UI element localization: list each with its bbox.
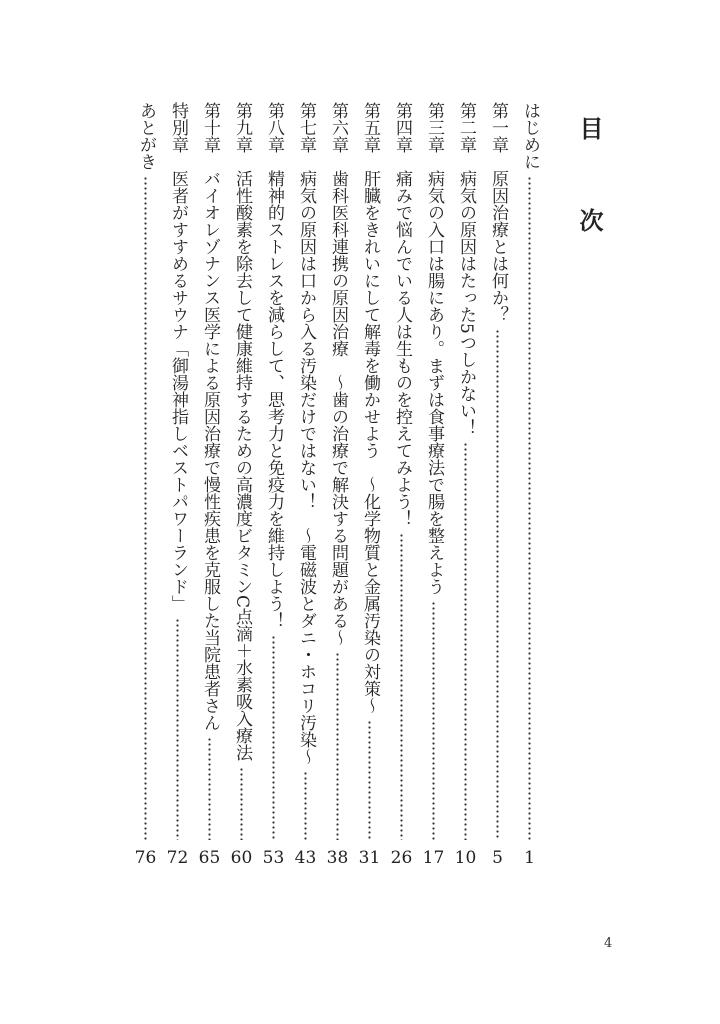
toc-entry-page: 65 [198, 848, 221, 868]
toc-leader-dots [163, 618, 192, 840]
toc-entry-label: 第二章 [456, 102, 476, 153]
toc-entry-page: 76 [134, 848, 157, 868]
toc-entry-title: 原因治療とは何か？ [488, 170, 508, 323]
toc-entry-title: 病気の原因は口から入る汚染だけではない！ ～電磁波とダニ・ホコリ汚染～ [296, 170, 316, 765]
toc-entry [387, 102, 416, 842]
toc-entry-title: 医者がすすめるサウナ「御湯神指しベストパワーランド」 [168, 170, 188, 612]
toc-entry [259, 102, 288, 842]
toc-entry-label: あとがき [136, 102, 156, 170]
toc-entry-title: 病気の入口は腸にあり。まずは食事療法で腸を整えよう [424, 170, 444, 595]
toc-entry [515, 102, 544, 842]
toc-entry [227, 102, 256, 842]
toc-entry-page: 38 [326, 848, 349, 868]
toc-leader-dots [291, 771, 320, 840]
toc-entry-label: 第十章 [200, 102, 220, 153]
toc-leader-dots [515, 176, 544, 840]
toc-entry-label: 第一章 [488, 102, 508, 153]
toc-leader-dots [387, 533, 416, 840]
toc-entry-page: 26 [390, 848, 413, 868]
toc-entry-title: 活性酸素を除去して健康維持するための高濃度ビタミンC点滴＋水素吸入療法 [232, 170, 252, 762]
toc-entry-page: 17 [422, 848, 445, 868]
toc-entry-label: はじめに [520, 102, 540, 170]
toc-entry [323, 102, 352, 842]
toc-entry-label: 第九章 [232, 102, 252, 153]
toc-entry-label: 第三章 [424, 102, 444, 153]
toc-leader-dots [323, 652, 352, 840]
toc-leader-dots [483, 329, 512, 840]
toc-leader-dots [451, 442, 480, 840]
toc-entry-label: 第四章 [392, 102, 412, 153]
toc-entry-label: 特別章 [168, 102, 188, 153]
toc-entry-page: 10 [454, 848, 477, 868]
toc-leader-dots [131, 176, 160, 840]
toc-entry-title: 痛みで悩んでいる人は生ものを控えてみよう！ [392, 170, 412, 527]
page-folio: 4 [604, 936, 613, 951]
toc-entry-label: 第六章 [328, 102, 348, 153]
toc-leader-dots [259, 635, 288, 840]
toc-entry-title: 肝臓をきれいにして解毒を働かせよう ～化学物質と金属汚染の対策～ [360, 170, 380, 714]
toc-entry-label: 第八章 [264, 102, 284, 153]
toc-list [131, 102, 544, 842]
toc-title: 目 次 [575, 116, 604, 254]
toc-entry [355, 102, 384, 842]
toc-entry-page: 31 [358, 848, 381, 868]
toc-entry-label: 第七章 [296, 102, 316, 153]
toc-entry-page: 60 [230, 848, 253, 868]
toc-entry [483, 102, 512, 842]
toc-entry-title: バイオレゾナンス医学による原因治療で慢性疾患を克服した当院患者さん [200, 170, 220, 731]
toc-entry-page: 43 [294, 848, 317, 868]
toc-leader-dots [355, 720, 384, 840]
toc-entry-title: 病気の原因はたった5つしかない！ [456, 170, 476, 436]
toc-entry [451, 102, 480, 842]
toc-entry [163, 102, 192, 842]
toc-entry [419, 102, 448, 842]
toc-entry-label: 第五章 [360, 102, 380, 153]
toc-leader-dots [419, 601, 448, 840]
toc-entry-page: 72 [166, 848, 189, 868]
toc-leader-dots [227, 767, 256, 840]
toc-entry [195, 102, 224, 842]
toc-entry-page: 1 [524, 848, 535, 868]
toc-entry [131, 102, 160, 842]
toc-leader-dots [195, 737, 224, 840]
toc-entry-title: 精神的ストレスを減らして、思考力と免疫力を維持しよう！ [264, 170, 284, 629]
toc-entry-title: 歯科医科連携の原因治療 ～歯の治療で解決する問題がある～ [328, 170, 348, 646]
toc-entry-page: 5 [492, 848, 503, 868]
toc-entry-page: 53 [262, 848, 285, 868]
toc-entry [291, 102, 320, 842]
